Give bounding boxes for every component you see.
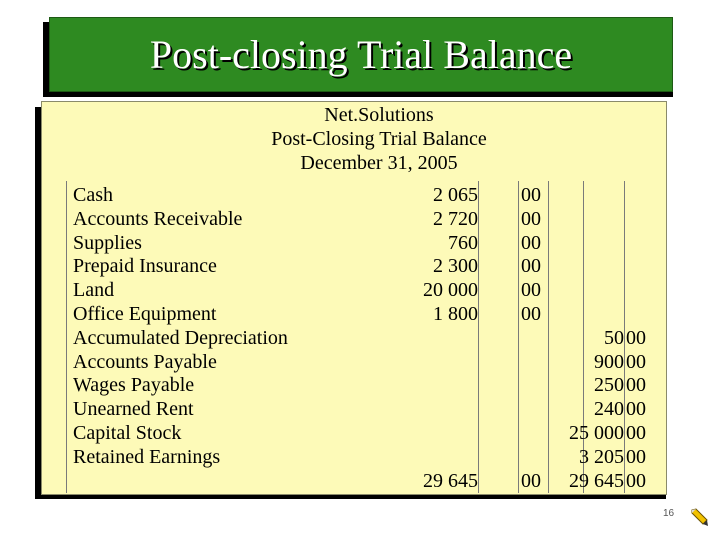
statement-name: Post-Closing Trial Balance (271, 128, 487, 150)
account-name: Cash (73, 184, 113, 206)
account-name: Retained Earnings (73, 445, 221, 468)
debit-cents: 00 (521, 255, 541, 278)
account-name: Prepaid Insurance (73, 255, 217, 278)
account-name: Accounts Payable (73, 350, 217, 373)
table-row (0, 231, 720, 255)
total-debit: 29 645 (423, 470, 478, 492)
table-row (0, 254, 720, 278)
credit-amount: 25 000 (569, 422, 624, 444)
total-debit-cents: 00 (521, 470, 541, 492)
credit-amount: 900 (594, 350, 624, 373)
slide-title: Post-closing Trial Balance (149, 31, 573, 77)
total-credit-cents: 00 (626, 470, 646, 492)
table-row (0, 421, 720, 445)
debit-cents: 00 (521, 231, 541, 254)
credit-amount: 50 (604, 326, 624, 349)
table-row (0, 183, 720, 207)
table-row (0, 302, 720, 326)
pencil-icon (688, 506, 710, 528)
debit-amount: 1 800 (433, 303, 478, 325)
table-row (0, 207, 720, 231)
table-row (0, 326, 720, 350)
totals-row (0, 469, 720, 493)
debit-cents: 00 (521, 279, 541, 302)
account-name: Office Equipment (73, 303, 217, 325)
table-row (0, 350, 720, 374)
credit-cents: 00 (626, 398, 646, 421)
account-name: Wages Payable (73, 374, 195, 397)
total-credit: 29 645 (569, 470, 624, 492)
account-name: Land (73, 279, 115, 302)
credit-amount: 250 (594, 374, 624, 397)
statement-date: December 31, 2005 (300, 152, 458, 174)
table-row (0, 445, 720, 469)
company-name: Net.Solutions (324, 104, 434, 126)
account-name: Supplies (73, 231, 142, 254)
credit-cents: 00 (626, 422, 646, 444)
credit-cents: 00 (626, 350, 646, 373)
title-banner (49, 17, 673, 92)
credit-amount: 3 205 (579, 445, 624, 468)
account-name: Accumulated Depreciation (73, 326, 288, 349)
credit-cents: 00 (626, 374, 646, 397)
debit-cents: 00 (521, 184, 541, 206)
account-name: Unearned Rent (73, 398, 194, 421)
table-row (0, 278, 720, 302)
debit-amount: 2 720 (433, 207, 478, 230)
debit-amount: 2 065 (433, 184, 478, 206)
page-number: 16 (663, 508, 675, 519)
account-name: Capital Stock (73, 422, 182, 444)
debit-cents: 00 (521, 207, 541, 230)
table-row (0, 373, 720, 397)
credit-amount: 240 (594, 398, 624, 421)
account-name: Accounts Receivable (73, 207, 243, 230)
debit-amount: 20 000 (423, 279, 478, 302)
debit-cents: 00 (521, 303, 541, 325)
debit-amount: 2 300 (433, 255, 478, 278)
table-row (0, 397, 720, 421)
debit-amount: 760 (448, 231, 478, 254)
credit-cents: 00 (626, 326, 646, 349)
credit-cents: 00 (626, 445, 646, 468)
